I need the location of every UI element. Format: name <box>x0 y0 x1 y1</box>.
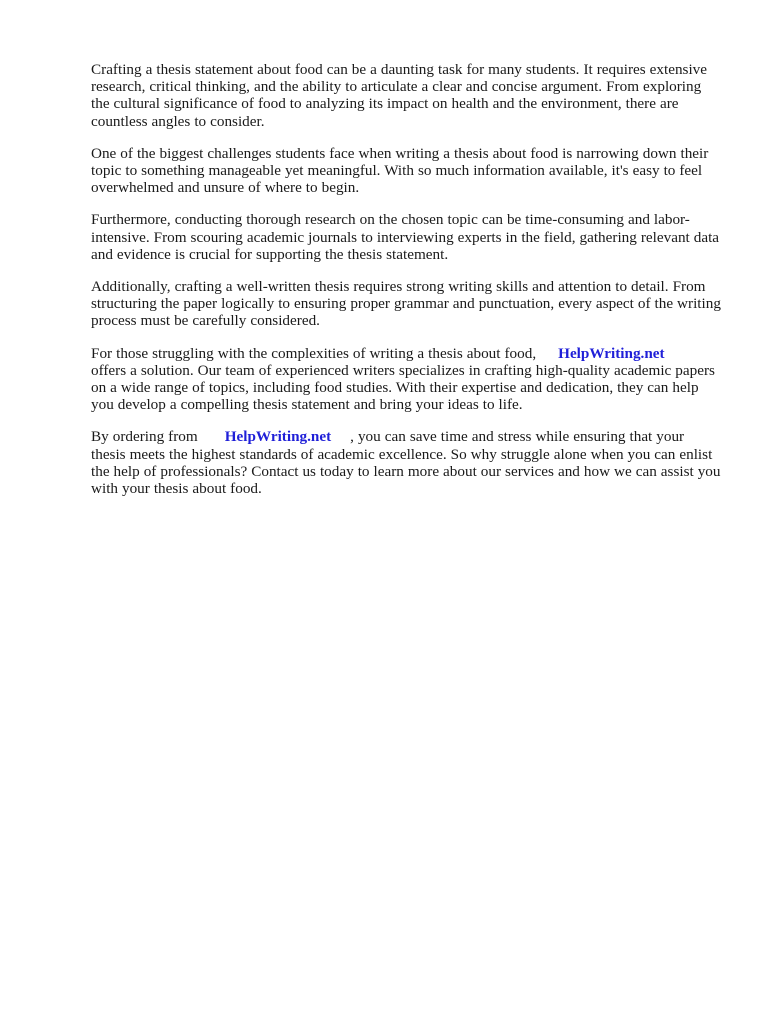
promo-text-after: offers a solution. Our team of experienced writers specializes in crafting high-quality academic papers on a wide range of topics, including food studies. With their expertise and dedication, they can help you develop a compelling thesis statement and bring your ideas to life. <box>91 361 715 414</box>
helpwriting-link[interactable]: HelpWriting.net <box>224 428 332 446</box>
document-page <box>91 61 721 512</box>
helpwriting-link[interactable]: HelpWriting.net <box>558 344 665 362</box>
paragraph-intro: Crafting a thesis statement about food can be a daunting task for many students. It requires extensive research, critical thinking, and the ability to articulate a clear and concise argument. From exploring the cultural significance of food to analyzing its impact on health and the environment, there are countless angles to consider. <box>91 61 708 130</box>
closing-text-before: By ordering from <box>91 428 198 446</box>
paragraph-promo <box>91 345 721 414</box>
paragraph-writing-skills: Additionally, crafting a well-written thesis requires strong writing skills and attention to detail. From structuring the paper logically to ensuring proper grammar and punctuation, every aspect of the writing process must be carefully considered. <box>91 278 721 330</box>
paragraph-research: Furthermore, conducting thorough research on the chosen topic can be time-consuming and labor-intensive. From scouring academic journals to interviewing experts in the field, gathering relevant data and evidence is crucial for supporting the thesis statement. <box>91 211 720 263</box>
promo-text-before: For those struggling with the complexities of writing a thesis about food, <box>91 344 537 362</box>
paragraph-closing <box>91 428 721 497</box>
closing-text-after: , you can save time and stress while ensuring that your thesis meets the highest standards of academic excellence. So why struggle alone when you can enlist the help of professionals? Contact us today to learn more about our services and how we can assist you with your thesis about food. <box>91 428 721 498</box>
paragraph-challenges: One of the biggest challenges students face when writing a thesis about food is narrowing down their topic to something manageable yet meaningful. With so much information available, it's easy to feel overwhelmed and unsure of where to begin. <box>91 144 709 197</box>
